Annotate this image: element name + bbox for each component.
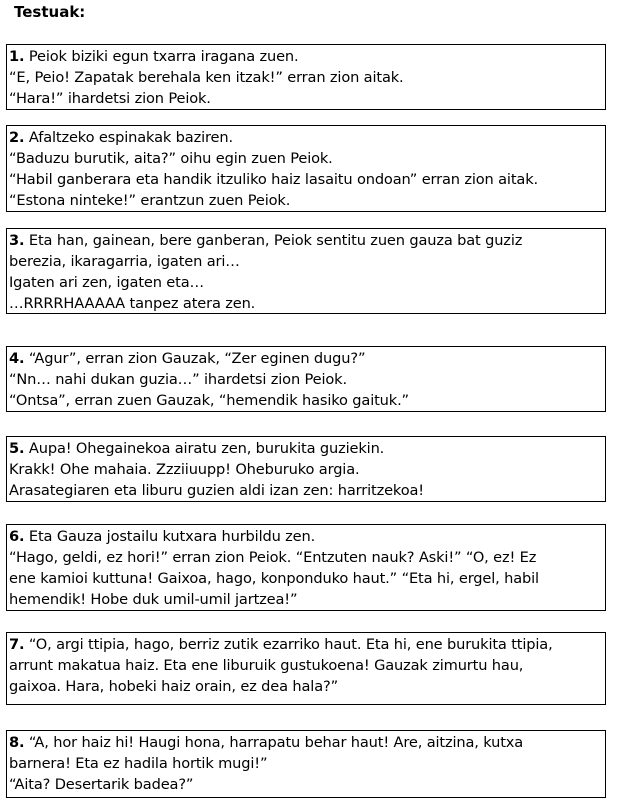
text-box-1 bbox=[6, 44, 606, 110]
text-box-4 bbox=[6, 346, 606, 412]
text-line-content: “O, argi ttipia, hago, berriz zutik ezarriko haut. Eta hi, ene burukita ttipia, bbox=[24, 636, 553, 653]
text-line: Igaten ari zen, igaten eta… bbox=[9, 274, 204, 291]
text-line-content: “Agur”, erran zion Gauzak, “Zer eginen dugu?” bbox=[24, 350, 366, 367]
text-line: “E, Peio! Zapatak berehala ken itzak!” erran zion aitak. bbox=[9, 69, 404, 86]
text-box-7 bbox=[6, 632, 606, 705]
text-line bbox=[9, 230, 599, 251]
text-line: “Hago, geldi, ez hori!” erran zion Peiok. “Entzuten nauk? Aski!” “O, ez! Ez bbox=[9, 549, 537, 566]
text-line: …RRRRHAAAAA tanpez atera zen. bbox=[9, 295, 256, 312]
text-line bbox=[9, 732, 599, 753]
text-line: arrunt makatua haiz. Eta ene liburuik gustukoena! Gauzak zimurtu hau, bbox=[9, 657, 524, 674]
text-number: 5. bbox=[9, 440, 25, 457]
text-line bbox=[9, 438, 599, 459]
text-line bbox=[9, 127, 599, 148]
text-line: berezia, ikaragarria, igaten ari… bbox=[9, 253, 240, 270]
text-line-content: Eta han, gainean, bere ganberan, Peiok sentitu zuen gauza bat guziz bbox=[24, 232, 523, 249]
text-line bbox=[9, 46, 599, 67]
text-number: 7. bbox=[9, 636, 25, 653]
text-number: 4. bbox=[9, 350, 25, 367]
text-box-3 bbox=[6, 228, 606, 314]
text-line: hemendik! Hobe duk umil-umil jartzea!” bbox=[9, 591, 298, 608]
text-line bbox=[9, 634, 599, 655]
text-box-5 bbox=[6, 436, 606, 502]
text-line: gaixoa. Hara, hobeki haiz orain, ez dea hala?” bbox=[9, 678, 338, 695]
text-box-6 bbox=[6, 524, 606, 611]
text-line: ene kamioi kuttuna! Gaixoa, hago, konponduko haut.” “Eta hi, ergel, habil bbox=[9, 570, 539, 587]
text-number: 6. bbox=[9, 528, 25, 545]
text-box-8 bbox=[6, 730, 606, 798]
text-line-content: “A, hor haiz hi! Haugi hona, harrapatu behar haut! Are, aitzina, kutxa bbox=[24, 734, 524, 751]
text-line: “Estona ninteke!” erantzun zuen Peiok. bbox=[9, 192, 291, 209]
text-line-content: Eta Gauza jostailu kutxara hurbildu zen. bbox=[24, 528, 316, 545]
text-number: 8. bbox=[9, 734, 25, 751]
text-line: barnera! Eta ez hadila hortik mugi!” bbox=[9, 755, 268, 772]
text-line: “Ontsa”, erran zuen Gauzak, “hemendik hasiko gaituk.” bbox=[9, 392, 409, 409]
text-line-content: Afaltzeko espinakak baziren. bbox=[24, 129, 233, 146]
text-line: “Nn… nahi dukan guzia…” ihardetsi zion Peiok. bbox=[9, 371, 347, 388]
text-line: “Hara!” ihardetsi zion Peiok. bbox=[9, 90, 211, 107]
text-line: “Baduzu burutik, aita?” oihu egin zuen Peiok. bbox=[9, 150, 333, 167]
text-line: “Habil ganberara eta handik itzuliko haiz lasaitu ondoan” erran zion aitak. bbox=[9, 171, 538, 188]
text-number: 3. bbox=[9, 232, 25, 249]
text-number: 2. bbox=[9, 129, 25, 146]
text-line-content: Peiok biziki egun txarra iragana zuen. bbox=[24, 48, 299, 65]
text-number: 1. bbox=[9, 48, 25, 65]
text-line: Arasategiaren eta liburu guzien aldi izan zen: harritzekoa! bbox=[9, 482, 424, 499]
text-box-2 bbox=[6, 125, 606, 212]
page-heading: Testuak: bbox=[14, 3, 86, 21]
text-line-content: Aupa! Ohegainekoa airatu zen, burukita guziekin. bbox=[24, 440, 385, 457]
text-line bbox=[9, 526, 599, 547]
text-line: Krakk! Ohe mahaia. Zzziiuupp! Oheburuko argia. bbox=[9, 461, 360, 478]
text-line bbox=[9, 348, 599, 369]
text-line: “Aita? Desertarik badea?” bbox=[9, 776, 194, 793]
